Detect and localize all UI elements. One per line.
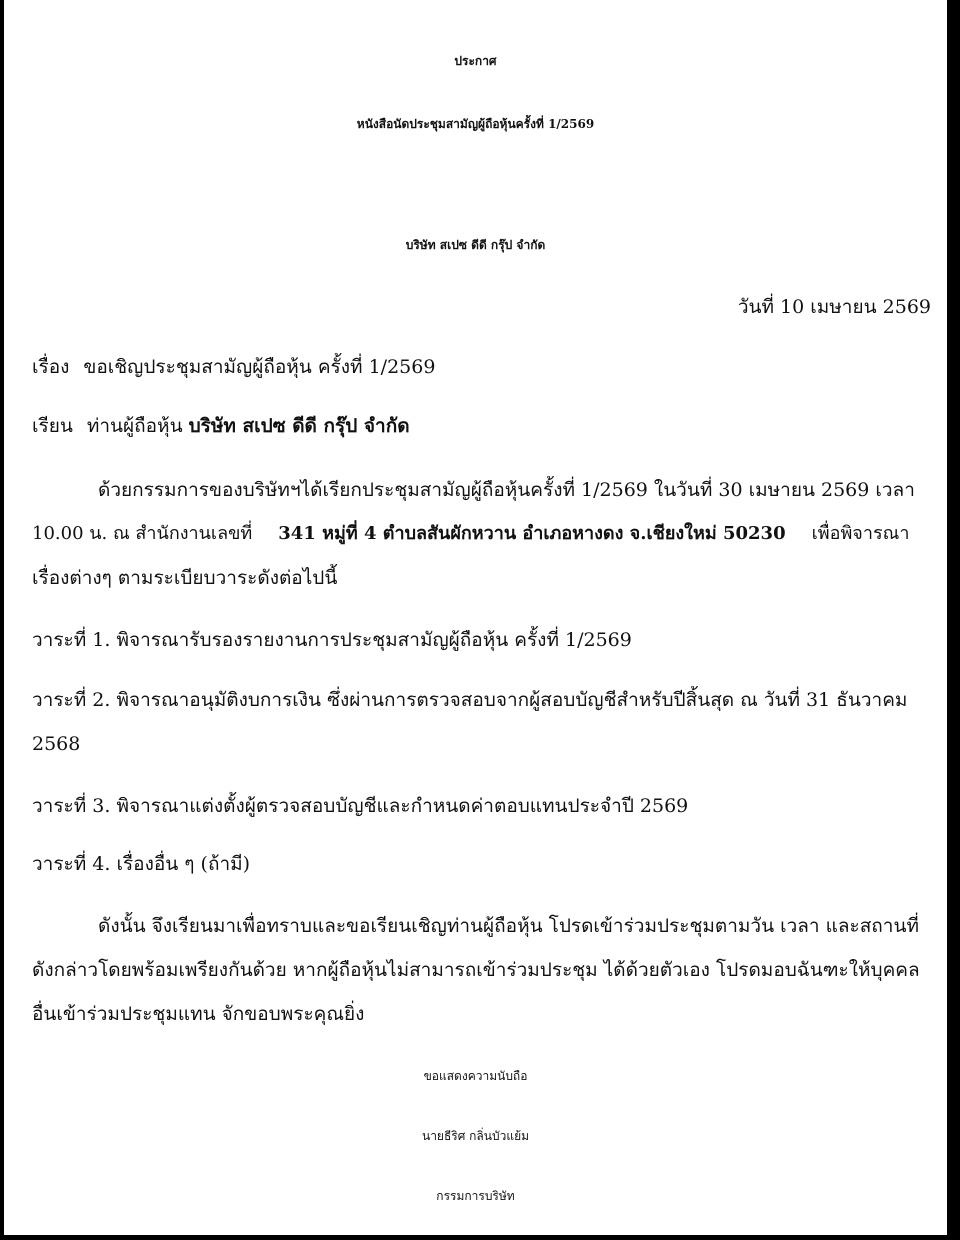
intro-line-1 [32,478,915,502]
intro-text-2b: เพื่อพิจารณา [811,523,910,544]
company-name: บริษัท สเปซ ดีดี กรุ๊ป จำกัด [405,238,546,252]
announcement-heading: ประกาศ [454,54,497,68]
subject-line [32,355,435,379]
recipient-text: ท่านผู้ถือหุ้น [86,415,183,437]
recipient-line [32,414,410,438]
meeting-address: 341 หมู่ที่ 4 ตำบลสันผักหวาน อำเภอหางดง จ.เชียงใหม่ 50230 [278,523,786,544]
agenda-item-4: วาระที่ 4. เรื่องอื่น ๆ (ถ้ามี) [32,853,251,875]
closing-line-3: อื่นเข้าร่วมประชุมแทน จักขอบพระคุณยิ่ง [32,1003,365,1025]
agenda-item-2: วาระที่ 2. พิจารณาอนุมัติงบการเงิน ซึ่งผ่านการตรวจสอบจากผู้สอบบัญชีสำหรับปีสิ้นสุด ณ วันที่ 31 ธันวาคม [32,689,908,711]
intro-text-1: ด้วยกรรมการของบริษัทฯได้เรียกประชุมสามัญผู้ถือหุ้นครั้งที่ 1/2569 ในวันที่ 30 เมษายน 2569 เวลา [98,479,915,501]
document-date: วันที่ 10 เมษายน 2569 [737,296,931,318]
signatory-title: กรรมการบริษัท [436,1189,515,1203]
agenda-item-2-cont: 2568 [32,733,81,755]
regards: ขอแสดงความนับถือ [423,1069,528,1083]
recipient-label: เรียน [32,415,73,437]
agenda-item-1: วาระที่ 1. พิจารณารับรองรายงานการประชุมสามัญผู้ถือหุ้น ครั้งที่ 1/2569 [32,629,632,651]
intro-text-2a: 10.00 น. ณ สำนักงานเลขที่ [32,523,253,544]
closing-text-1: ดังนั้น จึงเรียนมาเพื่อทราบและขอเรียนเชิญท่านผู้ถือหุ้น โปรดเข้าร่วมประชุมตามวัน เวลา และสถานที่ [98,915,919,937]
closing-line-2: ดังกล่าวโดยพร้อมเพรียงกันด้วย หากผู้ถือหุ้นไม่สามารถเข้าร่วมประชุม ได้ด้วยตัวเอง โปรดมอบฉันฑะให้บุคคล [32,959,920,981]
subject-text: ขอเชิญประชุมสามัญผู้ถือหุ้น ครั้งที่ 1/2569 [83,356,436,378]
intro-line-3: เรื่องต่างๆ ตามระเบียบวาระดังต่อไปนี้ [32,567,338,589]
closing-line-1 [32,914,919,938]
intro-line-2 [32,522,909,546]
document-page [4,0,947,1235]
recipient-company: บริษัท สเปซ ดีดี กรุ๊ป จำกัด [188,415,410,437]
agenda-item-3: วาระที่ 3. พิจารณาแต่งตั้งผู้ตรวจสอบบัญชีและกำหนดค่าตอบแทนประจำปี 2569 [32,795,689,817]
notice-title: หนังสือนัดประชุมสามัญผู้ถือหุ้นครั้งที่ 1/2569 [356,117,595,131]
signatory-name: นายธีริศ กลิ่นบัวแย้ม [421,1129,530,1143]
subject-label: เรื่อง [32,356,70,378]
